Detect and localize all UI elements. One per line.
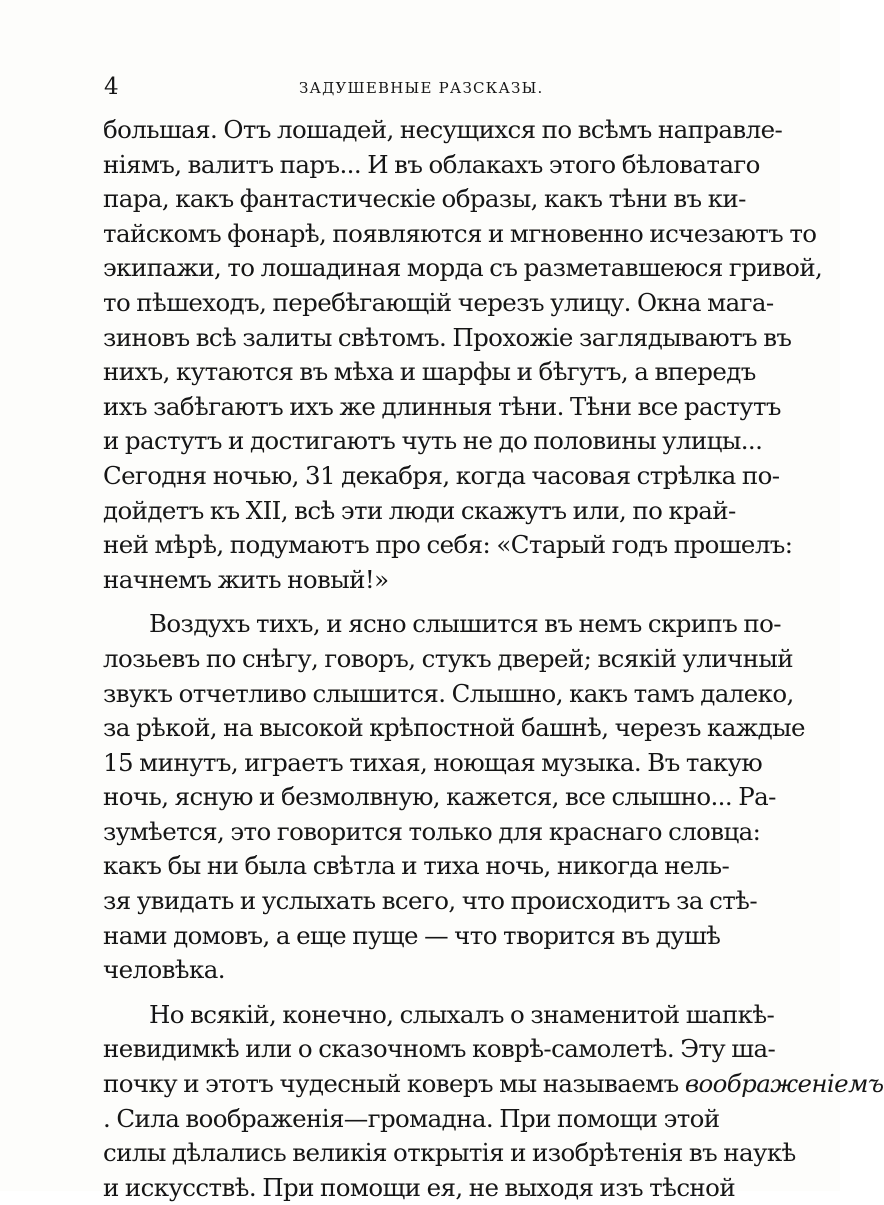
- text-line: звукъ отчетливо слышится. Слышно, какъ тамъ далеко,: [103, 678, 794, 708]
- text-line: тайскомъ фонарѣ, появляются и мгновенно исчезаютъ то: [103, 218, 817, 248]
- text-line: ней мѣрѣ, подумаютъ про себя: «Старый годъ прошелъ:: [103, 530, 793, 560]
- text-fragment: . Сила воображенія—громадна. При помощи этой: [103, 1103, 720, 1133]
- text-line: пара, какъ фантастическіе образы, какъ тѣни въ ки-: [103, 184, 746, 214]
- text-line: человѣка.: [103, 955, 225, 985]
- text-line: силы дѣлались великія открытія и изобрѣтенія въ наукѣ: [103, 1138, 796, 1168]
- text-line: начнемъ жить новый!»: [103, 564, 389, 594]
- text-line: Сегодня ночью, 31 декабря, когда часовая стрѣлка по-: [103, 460, 780, 490]
- body-text: [103, 113, 884, 1205]
- text-line: нихъ, кутаются въ мѣха и шарфы и бѣгутъ, а впередъ: [103, 357, 756, 387]
- text-line: ихъ забѣгаютъ ихъ же длинныя тѣни. Тѣни все растутъ: [103, 391, 781, 421]
- text-line: и искусствѣ. При помощи ея, не выходя изъ тѣсной: [103, 1172, 736, 1202]
- text-line: то пѣшеходъ, перебѣгающій черезъ улицу. Окна мага-: [103, 287, 774, 317]
- italic-term: воображеніемъ: [684, 1069, 884, 1099]
- text-line: какъ бы ни была свѣтла и тиха ночь, никогда нель-: [103, 851, 730, 881]
- text-line: дойдетъ къ XII, всѣ эти люди скажутъ или, по край-: [103, 495, 736, 525]
- text-line: Но всякій, конечно, слыхалъ о знаменитой шапкѣ-: [149, 999, 775, 1029]
- text-fragment: почку и этотъ чудесный коверъ мы называемъ: [103, 1069, 679, 1099]
- page-number: 4: [104, 74, 119, 100]
- text-line: ніямъ, валитъ паръ... И въ облакахъ этого бѣловатаго: [103, 149, 760, 179]
- text-line: и растутъ и достигаютъ чуть не до половины улицы...: [103, 426, 763, 456]
- text-line: большая. Отъ лошадей, несущихся по всѣмъ направле-: [103, 115, 783, 144]
- text-line: 15 минутъ, играетъ тихая, ноющая музыка. Въ такую: [103, 747, 763, 777]
- text-line: невидимкѣ или о сказочномъ коврѣ-самолетѣ. Эту ша-: [103, 1034, 776, 1064]
- text-line: зумѣется, это говорится только для краснаго словца:: [103, 816, 761, 846]
- text-line: ночь, ясную и безмолвную, кажется, все слышно... Ра-: [103, 782, 776, 812]
- running-head: [104, 74, 704, 100]
- text-line: Воздухъ тихъ, и ясно слышится въ немъ скрипъ по-: [149, 609, 781, 639]
- text-line: нами домовъ, а еще пуще — что творится въ душѣ: [103, 920, 721, 950]
- text-line: за рѣкой, на высокой крѣпостной башнѣ, черезъ каждые: [103, 713, 805, 743]
- text-line: лозьевъ по снѣгу, говоръ, стукъ дверей; всякій уличный: [103, 643, 793, 673]
- text-line: экипажи, то лошадиная морда съ разметавшеюся гривой,: [103, 253, 823, 283]
- text-line: зя увидать и услыхать всего, что происходитъ за стѣ-: [103, 886, 758, 916]
- text-line: [103, 1067, 884, 1102]
- running-title: ЗАДУШЕВНЫЕ РАЗСКАЗЫ.: [299, 79, 544, 97]
- text-line: [103, 1102, 720, 1137]
- text-line: зиновъ всѣ залиты свѣтомъ. Прохожіе заглядываютъ въ: [103, 322, 792, 352]
